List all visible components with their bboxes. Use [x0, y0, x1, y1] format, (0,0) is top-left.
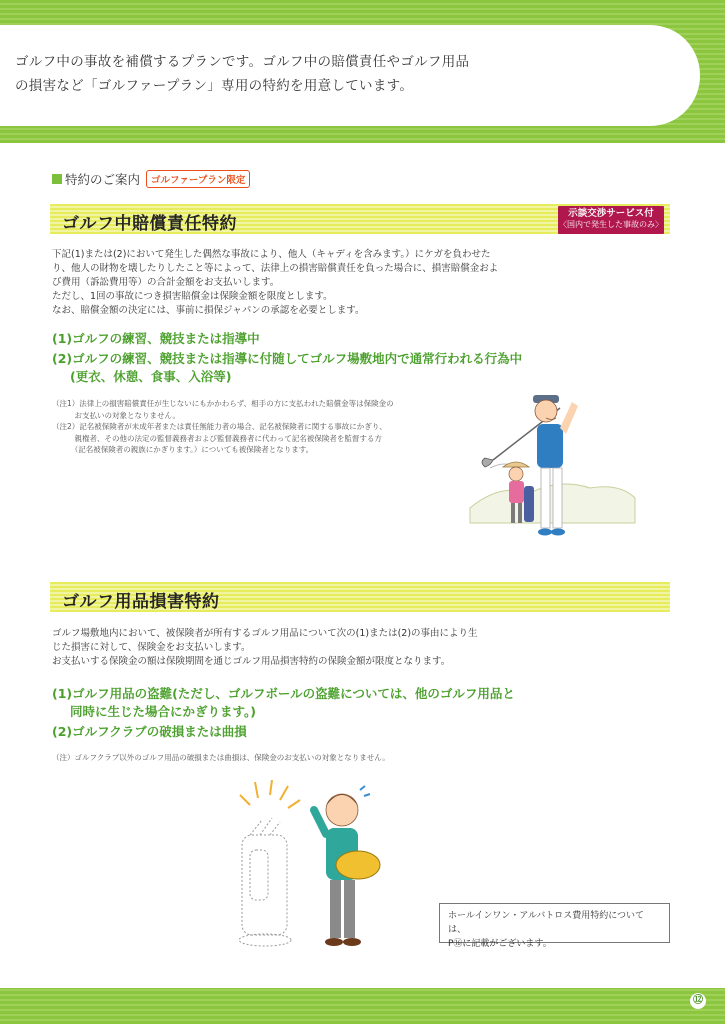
section2-title: ゴルフ用品損害特約 [62, 592, 220, 612]
section1-item-2-line-1: (2)ゴルフの練習、競技または指導に付随してゴルフ場敷地内で通常行われる行為中 [52, 351, 523, 366]
section2-body-line: お支払いする保険金の額は保険期間を通じゴルフ用品損害特約の保険金額が限度となります。 [52, 656, 451, 667]
section2-body-line: ゴルフ場敷地内において、被保険者が所有するゴルフ用品について次の(1)または(2)の事由により生 [52, 628, 478, 639]
section1-title: ゴルフ中賠償責任特約 [62, 214, 237, 234]
info-box-line-2: P⑯に記載がございます。 [448, 939, 552, 949]
golfer-illustration [460, 388, 640, 548]
section1-item-2 [52, 350, 522, 386]
header-line-1: ゴルフ中の事故を補償するプランです。ゴルフ中の賠償責任やゴルフ用品 [15, 54, 470, 70]
guide-row [52, 170, 250, 188]
golfer-plan-limited-badge: ゴルファープラン限定 [146, 170, 250, 188]
section2-item-1-line-2: 同時に生じた場合にかぎります。) [70, 704, 256, 719]
section2-body [52, 627, 672, 669]
note-line: （注2）記名被保険者が未成年者または責任無能力者の場合、記名被保険者に関する事故にかぎり、 [52, 422, 387, 431]
note-line: （記名被保険者の親族にかぎります。）についても被保険者となります。 [52, 445, 314, 454]
page-number: ⑫ [690, 993, 706, 1009]
note-line: （注1）法律上の損害賠償責任が生じないにもかかわらず、相手の方に支払われた賠償金等は保険金の [52, 399, 394, 408]
hole-in-one-reference-box [439, 903, 670, 949]
section1-body-line: り、他人の財物を壊したりしたこと等によって、法律上の損害賠償責任を負った場合に、損害賠償金およ [52, 263, 499, 274]
service-badge-main: 示談交渉サービス付 [568, 208, 654, 219]
info-box-line-1: ホールインワン・アルバトロス費用特約については、 [448, 911, 645, 935]
section1-body-line: ただし、1回の事故につき損害賠償金は保険金額を限度とします。 [52, 291, 333, 302]
lost-golf-bag-illustration [230, 780, 400, 955]
section2-item-2: (2)ゴルフクラブの破損または曲損 [52, 724, 247, 739]
section1-body-line: なお、賠償金額の決定には、事前に損保ジャパンの承認を必要とします。 [52, 305, 365, 316]
section2-item-1-line-1: (1)ゴルフ用品の盗難(ただし、ゴルフボールの盗難については、他のゴルフ用品と [52, 686, 515, 701]
section1-body-line: 下記(1)または(2)において発生した偶然な事故により、他人（キャディを含みます。）にケガを負わせた [52, 249, 491, 260]
note-line: 親権者、その他の法定の監督義務者および監督義務者に代わって記名被保険者を監督する方 [52, 433, 382, 443]
section1-body [52, 248, 672, 318]
section2-item-1 [52, 685, 515, 721]
section2-body-line: じた損害に対して、保険金をお支払いします。 [52, 642, 251, 653]
guide-label: 特約のご案内 [65, 172, 141, 187]
section1-item-2-line-2: (更衣、休憩、食事、入浴等) [70, 369, 232, 384]
section1-body-line: び費用（訴訟費用等）の合計金額をお支払いします。 [52, 277, 280, 288]
header-intro [15, 50, 655, 98]
header-line-2: の損害など「ゴルファープラン」専用の特約を用意しています。 [15, 78, 414, 94]
service-badge-sub: 〈国内で発生した事故のみ〉 [559, 220, 663, 229]
section2-note: （注）ゴルフクラブ以外のゴルフ用品の破損または曲損は、保険金のお支払いの対象となりません。 [52, 753, 390, 762]
settlement-service-badge [558, 206, 664, 234]
bullet-square-icon [52, 174, 62, 184]
section1-item-1: (1)ゴルフの練習、競技または指導中 [52, 331, 260, 346]
note-line: お支払いの対象となりません。 [52, 410, 180, 420]
section1-notes [52, 398, 432, 456]
footer-band [0, 988, 725, 1024]
